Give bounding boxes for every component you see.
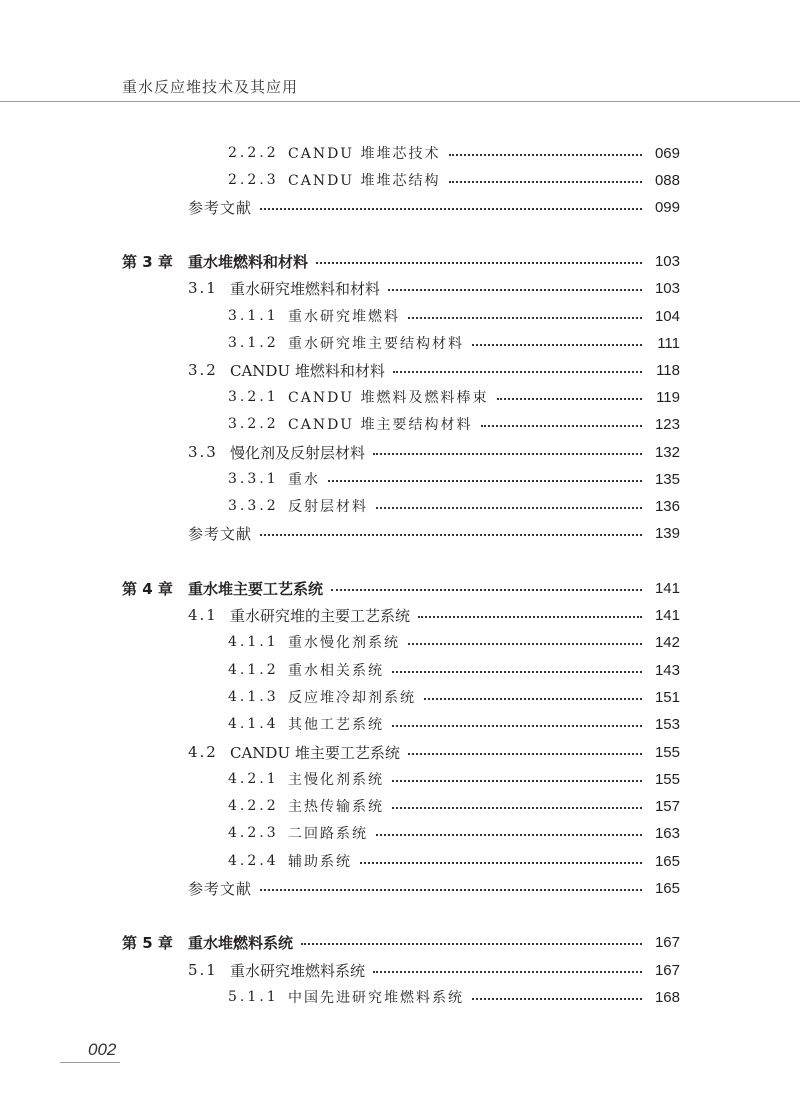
toc-entry-number: 4.1.4 (228, 716, 279, 732)
toc-entry-title: 重水慢化剂系统 (288, 635, 400, 651)
toc-entry-number: 4.2 (188, 743, 218, 761)
toc-entry-page: 157 (654, 797, 680, 815)
toc-entry-number: 4.2.4 (228, 853, 279, 869)
toc-entry-title: CANDU 堆主要工艺系统 (230, 743, 400, 762)
toc-entry-page: 099 (654, 198, 680, 216)
toc-entry-number: 4.1.3 (228, 689, 279, 705)
toc-entry[interactable] (228, 685, 680, 709)
toc-entry-page: 111 (657, 334, 680, 352)
toc-entry[interactable] (228, 985, 680, 1009)
toc-entry-title: 其他工艺系统 (288, 717, 384, 733)
toc-entry[interactable] (228, 304, 680, 328)
toc-entry-title: 重水相关系统 (288, 663, 384, 679)
toc-entry-number: 3.3.1 (228, 471, 279, 487)
toc-entry-number: 3.3.2 (228, 498, 279, 514)
dot-leader (376, 834, 642, 836)
toc-entry-title: 参考文献 (188, 198, 253, 217)
toc-entry-title: 中国先进研究堆燃料系统 (288, 990, 464, 1006)
dot-leader (301, 943, 642, 945)
dot-leader (260, 889, 642, 891)
header-rule (0, 101, 800, 102)
toc-entry-title: CANDU 堆堆芯结构 (288, 173, 441, 189)
toc-chapter-entry[interactable] (122, 576, 680, 600)
toc-entry-page: 165 (654, 879, 680, 897)
dot-leader (392, 780, 642, 782)
toc-entry-page: 167 (654, 933, 680, 951)
chapter-title: 重水堆主要工艺系统 (188, 579, 324, 598)
toc-entry[interactable] (228, 767, 680, 791)
toc-section-entry[interactable] (188, 603, 680, 627)
toc-entry-title: 反应堆冷却剂系统 (288, 690, 416, 706)
chapter-number: 第 4 章 (122, 579, 173, 598)
toc-entry-number: 5.1 (188, 961, 218, 979)
toc-entry-number: 2.2.2 (228, 145, 279, 161)
toc-section-entry[interactable] (188, 358, 680, 382)
toc-entry-number: 4.1 (188, 606, 218, 624)
toc-entry-page: 069 (654, 144, 680, 162)
dot-leader (481, 425, 642, 427)
toc-entry-page: 155 (654, 770, 680, 788)
toc-entry-page: 139 (654, 524, 680, 542)
toc-entry-title: 主热传输系统 (288, 799, 384, 815)
dot-leader (316, 262, 642, 264)
toc-entry-number: 4.2.2 (228, 798, 279, 814)
toc-chapter-entry[interactable] (122, 249, 680, 273)
toc-section-entry[interactable] (188, 740, 680, 764)
toc-entry-title: CANDU 堆燃料及燃料棒束 (288, 390, 489, 406)
dot-leader (408, 753, 642, 755)
toc-entry[interactable] (228, 658, 680, 682)
dot-leader (392, 807, 642, 809)
toc-entry-number: 3.1.1 (228, 308, 279, 324)
toc-entry-number: 3.2.1 (228, 389, 279, 405)
running-header-title: 重水反应堆技术及其应用 (122, 78, 299, 96)
dot-leader (472, 344, 642, 346)
toc-entry-title: 重水研究堆燃料系统 (230, 961, 366, 980)
toc-entry-number: 2.2.3 (228, 172, 279, 188)
toc-references-entry[interactable] (188, 876, 680, 900)
toc-entry-page: 123 (654, 415, 680, 433)
dot-leader (393, 371, 642, 373)
toc-entry-page: 163 (654, 824, 680, 842)
toc-entry-title: 反射层材料 (288, 499, 368, 515)
chapter-number: 第 5 章 (122, 933, 173, 952)
chapter-title: 重水堆燃料和材料 (188, 252, 309, 271)
toc-entry-title: CANDU 堆主要结构材料 (288, 417, 473, 433)
toc-entry-number: 3.1 (188, 279, 218, 297)
toc-chapter-entry[interactable] (122, 930, 680, 954)
toc-entry-number: 4.1.2 (228, 662, 279, 678)
toc-entry-page: 118 (656, 361, 680, 379)
toc-entry-number: 3.1.2 (228, 335, 279, 351)
toc-entry[interactable] (228, 467, 680, 491)
toc-entry[interactable] (228, 849, 680, 873)
chapter-number: 第 3 章 (122, 252, 173, 271)
toc-entry-title: 慢化剂及反射层材料 (230, 443, 366, 462)
toc-entry-page: 143 (654, 661, 680, 679)
dot-leader (373, 971, 642, 973)
dot-leader (418, 616, 642, 618)
toc-entry-number: 4.1.1 (228, 634, 279, 650)
toc-section-entry[interactable] (188, 958, 680, 982)
toc-entry-title: 重水研究堆主要结构材料 (288, 336, 464, 352)
dot-leader (328, 480, 642, 482)
toc-entry[interactable] (228, 712, 680, 736)
toc-references-entry[interactable] (188, 195, 680, 219)
toc-entry-page: 151 (654, 688, 680, 706)
dot-leader (388, 289, 642, 291)
toc-entry-page: 165 (654, 852, 680, 870)
dot-leader (449, 181, 642, 183)
dot-leader (373, 453, 642, 455)
toc-entry-title: 二回路系统 (288, 826, 368, 842)
dot-leader (392, 725, 642, 727)
toc-entry-page: 142 (654, 633, 680, 651)
dot-leader (472, 998, 642, 1000)
dot-leader (392, 671, 642, 673)
dot-leader (449, 154, 642, 156)
toc-entry-title: 辅助系统 (288, 854, 352, 870)
toc-entry-page: 141 (654, 606, 680, 624)
toc-entry-number: 5.1.1 (228, 989, 279, 1005)
toc-entry-page: 135 (654, 470, 680, 488)
toc-entry-title: 重水研究堆的主要工艺系统 (230, 606, 411, 625)
dot-leader (408, 643, 642, 645)
toc-entry[interactable] (228, 331, 680, 355)
dot-leader (360, 862, 642, 864)
dot-leader (424, 698, 642, 700)
toc-entry-page: 136 (654, 497, 680, 515)
chapter-title: 重水堆燃料系统 (188, 933, 294, 952)
toc-entry[interactable] (228, 494, 680, 518)
dot-leader (376, 507, 642, 509)
toc-entry-number: 4.2.1 (228, 771, 279, 787)
toc-entry-page: 153 (654, 715, 680, 733)
toc-entry-page: 119 (656, 388, 680, 406)
dot-leader (331, 589, 642, 591)
toc-entry[interactable] (228, 168, 680, 192)
toc-entry[interactable] (228, 385, 680, 409)
toc-entry-title: 重水研究堆燃料 (288, 309, 400, 325)
toc-entry-number: 3.3 (188, 443, 218, 461)
toc-entry-number: 4.2.3 (228, 825, 279, 841)
footer-rule (60, 1062, 120, 1063)
toc-entry-page: 167 (654, 961, 680, 979)
toc-section-entry[interactable] (188, 440, 680, 464)
toc-entry-title: 重水研究堆燃料和材料 (230, 279, 381, 298)
toc-entry-page: 141 (654, 579, 680, 597)
toc-entry[interactable] (228, 412, 680, 436)
dot-leader (408, 317, 642, 319)
toc-entry-title: 主慢化剂系统 (288, 772, 384, 788)
toc-section-entry[interactable] (188, 276, 680, 300)
toc-entry-page: 103 (654, 252, 680, 270)
toc-entry-title: CANDU 堆堆芯技术 (288, 146, 441, 162)
toc-entry-page: 168 (654, 988, 680, 1006)
toc-entry-number: 3.2 (188, 361, 218, 379)
toc-entry-page: 088 (654, 171, 680, 189)
dot-leader (260, 534, 642, 536)
toc-entry-title: 重水 (288, 472, 320, 488)
toc-entry-title: 参考文献 (188, 524, 253, 543)
toc-entry-page: 103 (654, 279, 680, 297)
toc-entry-page: 132 (654, 443, 680, 461)
dot-leader (260, 208, 642, 210)
toc-entry-number: 3.2.2 (228, 416, 279, 432)
toc-entry-page: 155 (654, 743, 680, 761)
toc-entry[interactable] (228, 794, 680, 818)
toc-entry[interactable] (228, 821, 680, 845)
toc-entry-title: CANDU 堆燃料和材料 (230, 361, 385, 380)
toc-entry[interactable] (228, 141, 680, 165)
toc-entry-page: 104 (654, 307, 680, 325)
dot-leader (497, 398, 642, 400)
toc-entry[interactable] (228, 630, 680, 654)
toc-references-entry[interactable] (188, 521, 680, 545)
toc-entry-title: 参考文献 (188, 879, 253, 898)
page-number: 002 (88, 1040, 117, 1059)
